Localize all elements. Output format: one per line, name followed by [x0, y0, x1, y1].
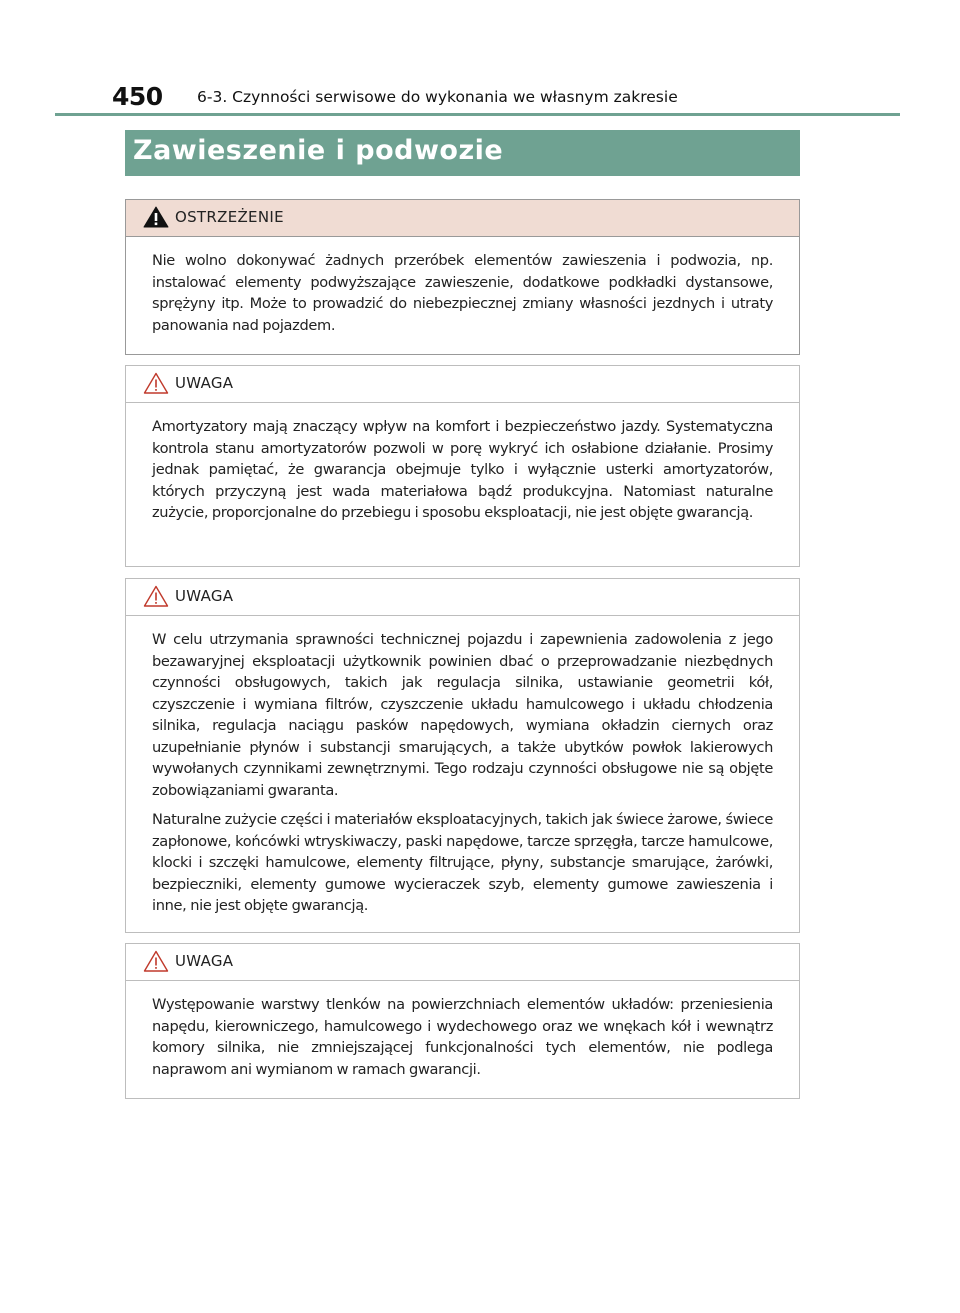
warning-box — [125, 199, 800, 355]
caution-box-body — [126, 616, 799, 917]
caution-box-body — [126, 403, 799, 524]
caution-box-body — [126, 981, 799, 1080]
caution-box-header — [126, 944, 799, 981]
caution-box-label: UWAGA — [175, 374, 234, 392]
warning-paragraph: Nie wolno dokonywać żadnych przeróbek elementów zawieszenia i podwozia, np. instalować elementy podwyższające zawieszenie, dodatkowe podkładki dystansowe, sprężyny itp. Może to prowadzić do niebezpiecznej zmiany własności jezdnych i utraty panowania nad pojazdem. — [152, 252, 773, 334]
caution-box — [125, 578, 800, 933]
page-header — [90, 80, 900, 114]
caution-outline-icon — [143, 372, 169, 394]
caution-box-label: UWAGA — [175, 587, 234, 605]
section-title: Zawieszenie i podwozie — [133, 135, 504, 166]
chapter-title: 6-3. Czynności serwisowe do wykonania we własnym zakresie — [197, 88, 678, 106]
page-number: 450 — [112, 82, 163, 111]
caution-box — [125, 365, 800, 567]
caution-outline-icon — [143, 585, 169, 607]
caution-paragraph: Występowanie warstwy tlenków na powierzchniach elementów układów: przeniesienia napędu, kierowniczego, hamulcowego i wydechowego oraz we wnękach kół i wewnątrz komory silnika, nie zmniejszającej funkcjonalności tych elementów, nie podlega naprawom ani wymianom w ramach gwarancji. — [152, 996, 773, 1078]
warning-box-body — [126, 237, 799, 336]
caution-box-label: UWAGA — [175, 952, 234, 970]
header-divider — [55, 113, 900, 116]
caution-paragraph: W celu utrzymania sprawności technicznej pojazdu i zapewnienia zadowolenia z jego bezawaryjnej eksploatacji użytkownik powinien dbać o przeprowadzanie niezbędnych czynności obsługowych, takich jak regulacja silnika, ustawianie geometrii kół, czyszczenie i wymiana filtrów, czyszczenie układu hamulcowego i układu chłodzenia silnika, regulacja naciągu pasków napędowych, wymiana okładzin ciernych oraz uzupełnianie płynów i substancji smarujących, a także ubytków powłok lakierowych wywołanych czynnikami zewnętrznymi. Tego rodzaju czynności obsługowe nie są objęte zobowiązaniami gwaranta. — [152, 631, 773, 799]
caution-box — [125, 943, 800, 1099]
section-title-bar — [125, 130, 800, 176]
caution-box-header — [126, 579, 799, 616]
warning-filled-icon — [143, 206, 169, 228]
warning-box-header — [126, 200, 799, 237]
caution-paragraph: Amortyzatory mają znaczący wpływ na komfort i bezpieczeństwo jazdy. Systematyczna kontrola stanu amortyzatorów pozwoli w porę wykryć ich osłabione działanie. Prosimy jednak pamiętać, że gwarancja obejmuje tylko i wyłącznie usterki amortyzatorów, których przyczyną jest wada materiałowa bądź produkcyjna. Natomiast naturalne zużycie, proporcjonalne do przebiegu i sposobu eksploatacji, nie jest objęte gwarancją. — [152, 418, 773, 521]
warning-box-label: OSTRZEŻENIE — [175, 208, 284, 226]
caution-box-header — [126, 366, 799, 403]
caution-outline-icon — [143, 950, 169, 972]
caution-paragraph: Naturalne zużycie części i materiałów eksploatacyjnych, takich jak świece żarowe, świece zapłonowe, końcówki wtryskiwaczy, paski napędowe, tarcze sprzęgła, tarcze hamulcowe, klocki i szczęki hamulcowe, elementy filtrujące, płyny, substancje smarujące, żarówki, bezpieczniki, elementy gumowe wycieraczek szyb, elementy gumowe zawieszenia i inne, nie jest objęte gwarancją. — [152, 811, 773, 914]
